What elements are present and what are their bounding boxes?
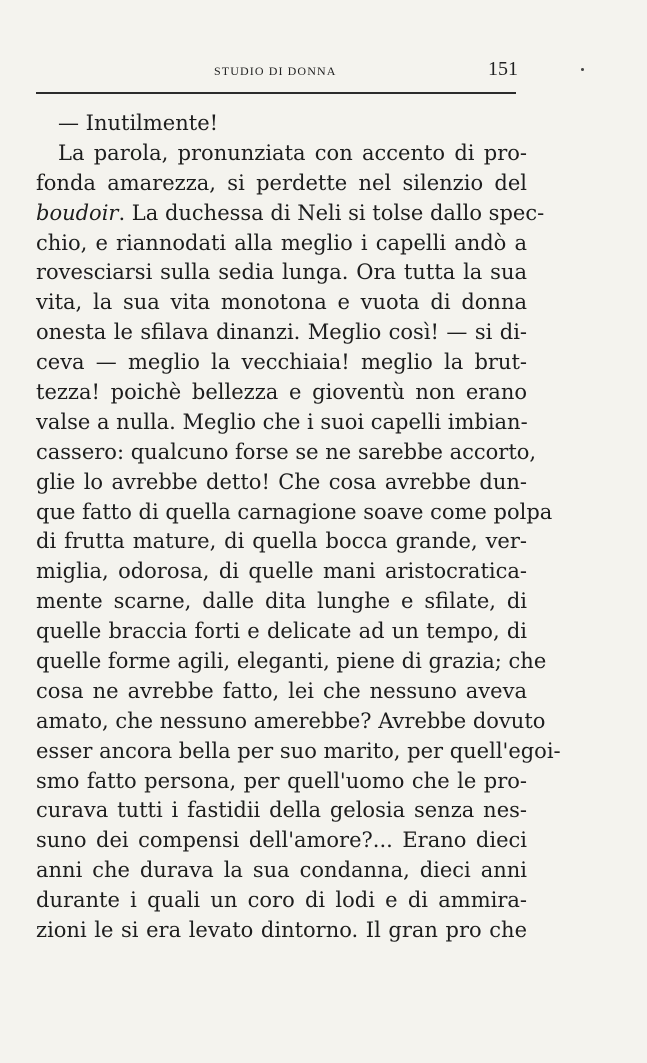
text-line: fonda amarezza, si perdette nel silenzio del: [36, 170, 527, 195]
text-line: esser ancora bella per suo marito, per quell'egoi-: [36, 738, 561, 763]
text-line: tezza! poichè bellezza e gioventù non erano: [36, 380, 527, 405]
ink-speck: [581, 68, 584, 71]
page-number: 151: [488, 58, 518, 80]
header-rule: [36, 92, 516, 94]
text-line: smo fatto persona, per quell'uomo che le pro-: [36, 768, 527, 793]
text-line: di frutta mature, di quella bocca grande, ver-: [36, 529, 527, 554]
text-line: valse a nulla. Meglio che i suoi capelli imbian-: [36, 409, 528, 434]
text-line: cassero: qualcuno forse se ne sarebbe accorto,: [36, 439, 537, 464]
text-line: que fatto di quella carnagione soave come polpa: [36, 499, 553, 524]
text-line: vita, la sua vita monotona e vuota di donna: [36, 290, 527, 315]
text-line: — Inutilmente!: [58, 111, 219, 135]
text-line: quelle braccia forti e delicate ad un tempo, di: [36, 619, 527, 644]
text-line: rovesciarsi sulla sedia lunga. Ora tutta la sua: [36, 260, 527, 285]
text-line: La parola, pronunziata con accento di pro-: [58, 140, 527, 165]
text-line: miglia, odorosa, di quelle mani aristocratica-: [36, 559, 527, 584]
body-text: [36, 109, 561, 946]
text-line: durante i quali un coro di lodi e di ammira-: [36, 888, 527, 913]
page-header: [36, 58, 516, 88]
running-title: STUDIO DI DONNA: [214, 64, 337, 78]
text-line: onesta le sfilava dinanzi. Meglio così! — si di-: [36, 320, 527, 345]
text-line: quelle forme agili, eleganti, piene di grazia; che: [36, 649, 547, 674]
text-line: chio, e riannodati alla meglio i capelli andò a: [36, 230, 527, 255]
text-line: curava tutti i fastidii della gelosia senza nes-: [36, 798, 527, 823]
text-line: glie lo avrebbe detto! Che cosa avrebbe dun-: [36, 469, 527, 494]
text-line: amato, che nessuno amerebbe? Avrebbe dovuto: [36, 708, 546, 733]
text-line-italic-start: boudoir. La duchessa di Neli si tolse dallo spec-: [36, 200, 545, 225]
text-line: cosa ne avrebbe fatto, lei che nessuno aveva: [36, 678, 527, 703]
text-line: anni che durava la sua condanna, dieci anni: [36, 858, 527, 883]
text-line: zioni le si era levato dintorno. Il gran pro che: [36, 918, 527, 943]
text-line: mente scarne, dalle dita lunghe e sfilate, di: [36, 589, 527, 614]
text-line: ceva — meglio la vecchiaia! meglio la brut-: [36, 350, 527, 375]
text-line: suno dei compensi dell'amore?... Erano dieci: [36, 828, 527, 853]
